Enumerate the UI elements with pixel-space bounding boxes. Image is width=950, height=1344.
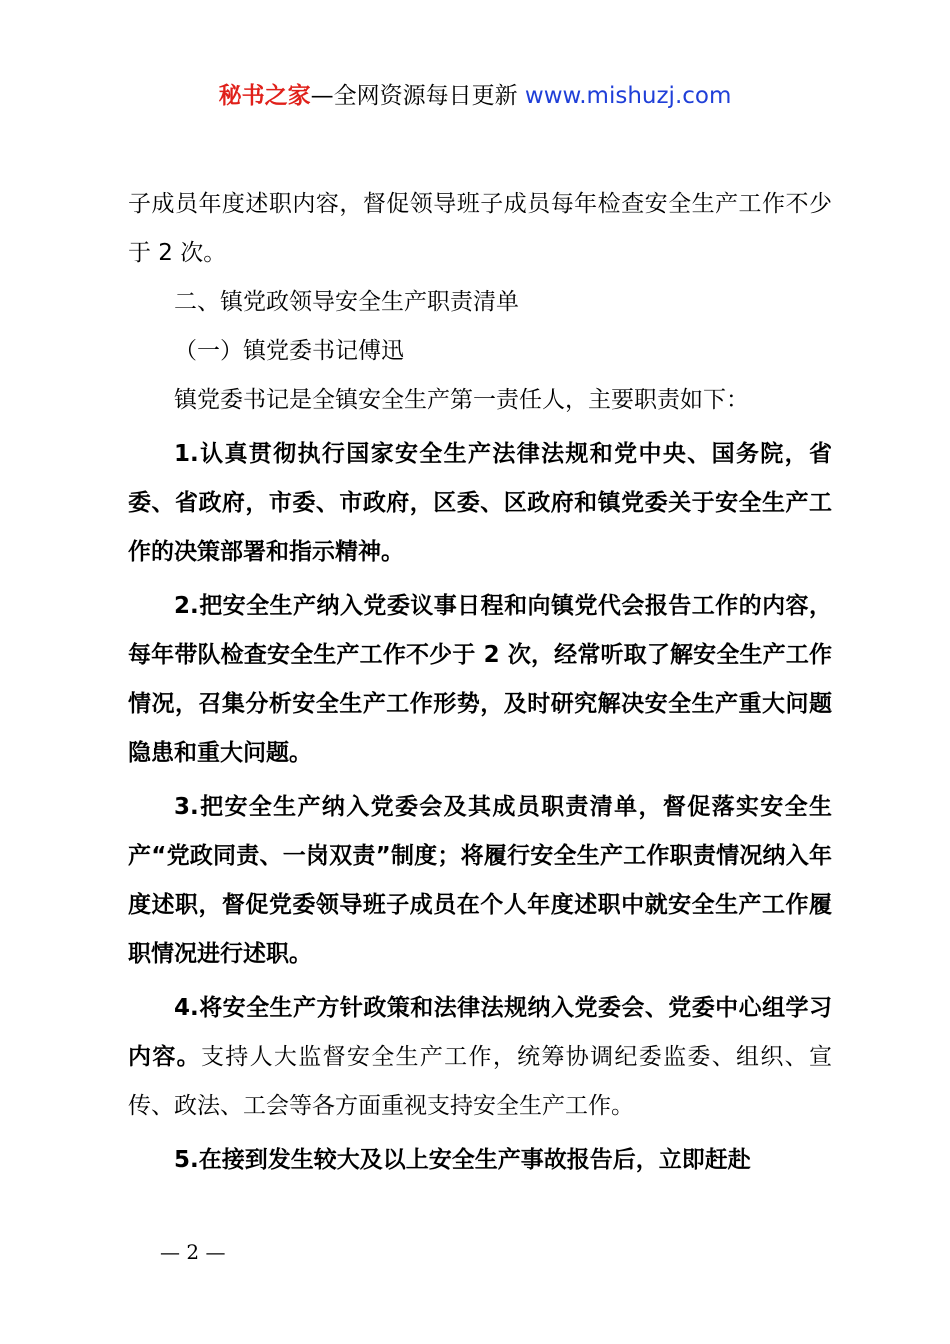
- paragraph-continuation: 子成员年度述职内容，督促领导班子成员每年检查安全生产工作不少于 2 次。: [128, 191, 832, 266]
- page-number: — 2 —: [160, 1240, 226, 1264]
- section-heading: 二、镇党政领导安全生产职责清单: [174, 289, 519, 315]
- intro-paragraph: 镇党委书记是全镇安全生产第一责任人，主要职责如下：: [174, 387, 749, 413]
- duty-item-1-bold: 1.认真贯彻执行国家安全生产法律法规和党中央、国务院，省委、省政府，市委、市政府，区委、区政府和镇党委关于安全生产工作的决策部署和指示精神。: [128, 441, 832, 565]
- duty-item-5: [128, 1136, 832, 1185]
- duty-item-1: [128, 430, 832, 577]
- site-url[interactable]: www.mishuzj.com: [524, 83, 732, 109]
- subsection-heading: （一）镇党委书记傅迅: [174, 338, 404, 364]
- site-tagline: —全网资源每日更新: [310, 83, 518, 109]
- duty-item-4: [128, 984, 832, 1131]
- duty-item-5-bold: 5.在接到发生较大及以上安全生产事故报告后，立即赶赴: [174, 1147, 751, 1173]
- duty-item-3: [128, 783, 832, 979]
- duty-item-2: [128, 582, 832, 778]
- duty-item-4-bold: 4.将安全生产方针政策和法律法规纳入党委会、党委中心组学习内容。: [128, 995, 832, 1070]
- document-body: [128, 180, 832, 1185]
- site-header: [0, 80, 950, 112]
- duty-item-2-bold: 2.把安全生产纳入党委议事日程和向镇党代会报告工作的内容，每年带队检查安全生产工作不少于 2 次，经常听取了解安全生产工作情况，召集分析安全生产工作形势，及时研究解决安全生产重大问题隐患和重大问题。: [128, 593, 832, 766]
- duty-item-3-bold: 3.把安全生产纳入党委会及其成员职责清单，督促落实安全生产“党政同责、一岗双责”制度；将履行安全生产工作职责情况纳入年度述职，督促党委领导班子成员在个人年度述职中就安全生产工作履职情况进行述职。: [128, 794, 832, 967]
- duty-item-4-text: 支持人大监督安全生产工作，统筹协调纪委监委、组织、宣传、政法、工会等各方面重视支持安全生产工作。: [128, 1044, 833, 1119]
- site-brand: 秘书之家: [218, 83, 311, 109]
